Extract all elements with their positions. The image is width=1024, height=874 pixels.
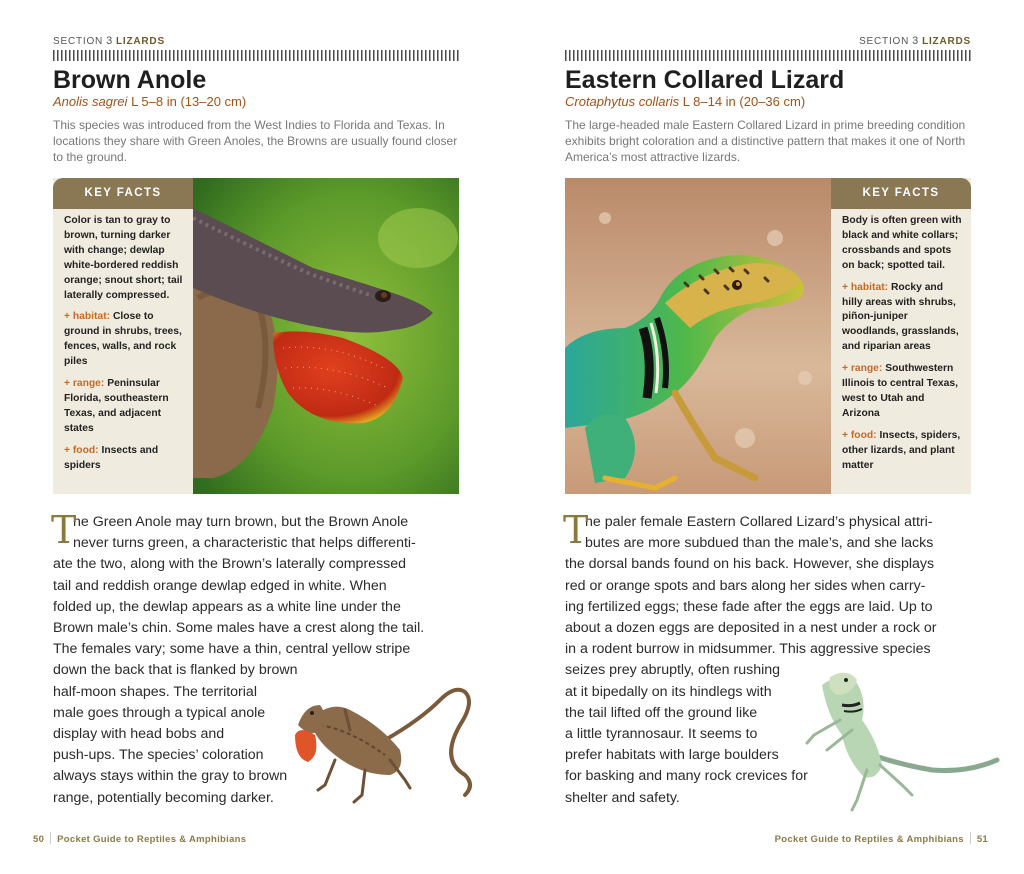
species-title: Brown Anole: [53, 66, 207, 94]
key-facts-habitat: [842, 281, 963, 356]
food-label: + food:: [842, 429, 877, 441]
body-line: push-ups. The species’ coloration: [53, 747, 264, 764]
key-facts-habitat: [64, 310, 185, 370]
section-name: LIZARDS: [115, 36, 165, 47]
body-line: folded up, the dewlap appears as a white line under the: [53, 598, 401, 615]
body-line: The females vary; some have a thin, central yellow stripe: [53, 641, 411, 658]
habitat-value: Rocky and hilly areas with shrubs, piñon-juniper woodlands, grasslands, and riparian areas: [842, 281, 959, 353]
habitat-value: Close to ground in shrubs, trees, fences, walls, and rock piles: [64, 311, 182, 368]
page-footer: [775, 832, 988, 845]
body-line: never turns green, a characteristic that helps differenti-: [73, 535, 416, 552]
body-line: at it bipedally on its hindlegs with: [565, 683, 772, 700]
body-line: butes are more subdued than the male’s, and she lacks: [585, 535, 934, 552]
key-facts-description: Body is often green with black and white collars; crossbands and spots on back; spotted tail.: [842, 215, 962, 271]
body-line: red or orange spots and bars along her sides when carry-: [565, 577, 926, 594]
body-line: for basking and many rock crevices for: [565, 768, 808, 785]
body-line: ate the two, along with the Brown’s laterally compressed: [53, 556, 407, 573]
photo-block: [53, 178, 459, 494]
body-line: down the back that is flanked by brown: [53, 662, 298, 679]
section-number: 3: [106, 35, 113, 47]
section-label: SECTION: [859, 36, 910, 47]
footer-divider: [50, 832, 51, 844]
body-line: Brown male’s chin. Some males have a crest along the tail.: [53, 620, 425, 637]
key-facts-panel: [53, 178, 193, 494]
range-label: + range:: [64, 378, 105, 390]
collared-lizard-illustration: [802, 665, 1002, 815]
body-line: seizes prey abruptly, often rushing: [565, 662, 781, 679]
species-size: L 5–8 in (13–20 cm): [131, 94, 247, 109]
body-line: shelter and safety.: [565, 789, 680, 806]
key-facts-food: [842, 429, 963, 474]
habitat-label: + habitat:: [842, 281, 889, 293]
body-line: the tail lifted off the ground like: [565, 704, 758, 721]
key-facts-panel: [831, 178, 971, 494]
key-facts-range: [64, 377, 185, 437]
scientific-name: Anolis sagrei: [53, 94, 128, 109]
body-line: a little tyrannosaur. It seems to: [565, 726, 758, 743]
section-name: LIZARDS: [922, 36, 971, 47]
scientific-line: [565, 94, 805, 109]
drop-cap: T: [563, 508, 589, 552]
food-label: + food:: [64, 444, 99, 456]
section-number: 3: [912, 35, 920, 47]
body-line: display with head bobs and: [53, 726, 225, 743]
key-facts-header: KEY FACTS: [831, 178, 971, 209]
page-footer: [33, 832, 246, 845]
body-line: always stays within the gray to brown: [53, 768, 288, 785]
scientific-name: Crotaphytus collaris: [565, 94, 680, 109]
food-value: Insects, spiders, other lizards, and plant matter: [842, 429, 961, 471]
key-facts-header: KEY FACTS: [53, 178, 193, 209]
species-size: L 8–14 in (20–36 cm): [682, 94, 806, 109]
key-facts-description: Color is tan to gray to brown, turning darker with change; dewlap white-bordered reddish orange; snout short; tail laterally compressed.: [64, 215, 183, 301]
intro-text: The large-headed male Eastern Collared Lizard in prime breeding condition exhibits bright coloration and a distinctive pattern that makes it one of North America’s most attractive lizards.: [565, 118, 966, 164]
photo-block: [565, 178, 971, 494]
habitat-label: + habitat:: [64, 311, 111, 323]
body-line: half-moon shapes. The territorial: [53, 683, 257, 700]
species-title: Eastern Collared Lizard: [565, 66, 845, 94]
food-value: Insects and spiders: [64, 444, 159, 471]
body-line: the dorsal bands found on his back. However, she displays: [565, 556, 935, 573]
right-page: [512, 0, 1024, 874]
body-line: in a rodent burrow in midsummer. This aggressive species: [565, 641, 931, 658]
page-number: 50: [33, 834, 45, 845]
footer-divider: [970, 832, 971, 844]
section-header: [53, 35, 165, 47]
body-line: male goes through a typical anole: [53, 704, 266, 721]
body-line: ing fertilized eggs; these fade after the eggs are laid. Up to: [565, 598, 933, 615]
key-facts-body: [831, 209, 971, 474]
brown-anole-illustration: [290, 680, 480, 810]
section-label: SECTION: [53, 36, 104, 47]
drop-cap: T: [51, 508, 77, 552]
range-value: Peninsular Florida, southeastern Texas, and adjacent states: [64, 378, 169, 434]
range-label: + range:: [842, 363, 883, 375]
brown-anole-photo: [193, 178, 459, 494]
tick-rule-divider: [565, 50, 971, 61]
book-title: Pocket Guide to Reptiles & Amphibians: [774, 834, 964, 845]
section-header: [859, 35, 971, 47]
key-facts-range: [842, 362, 963, 422]
body-line: prefer habitats with large boulders: [565, 747, 779, 764]
eastern-collared-lizard-photo: [565, 178, 831, 494]
page-number: 51: [976, 834, 988, 845]
range-value: Southwestern Illinois to central Texas, west to Utah and Arizona: [842, 363, 958, 419]
tick-rule-divider: [53, 50, 459, 61]
scientific-line: [53, 94, 246, 109]
intro-text: This species was introduced from the West Indies to Florida and Texas. In locations they share with Green Anoles, the Browns are usually found closer to the ground.: [53, 118, 458, 164]
key-facts-food: [64, 444, 185, 474]
body-line-text: he Green Anole may turn brown, but the Brown Anole: [73, 514, 409, 530]
book-title: Pocket Guide to Reptiles & Amphibians: [57, 834, 247, 845]
body-line: about a dozen eggs are deposited in a nest under a rock or: [565, 620, 937, 637]
body-line: tail and reddish orange dewlap edged in white. When: [53, 577, 387, 594]
body-line-text: he paler female Eastern Collared Lizard’s physical attri-: [585, 514, 933, 530]
body-line: range, potentially becoming darker.: [53, 789, 274, 806]
key-facts-body: [53, 209, 193, 474]
